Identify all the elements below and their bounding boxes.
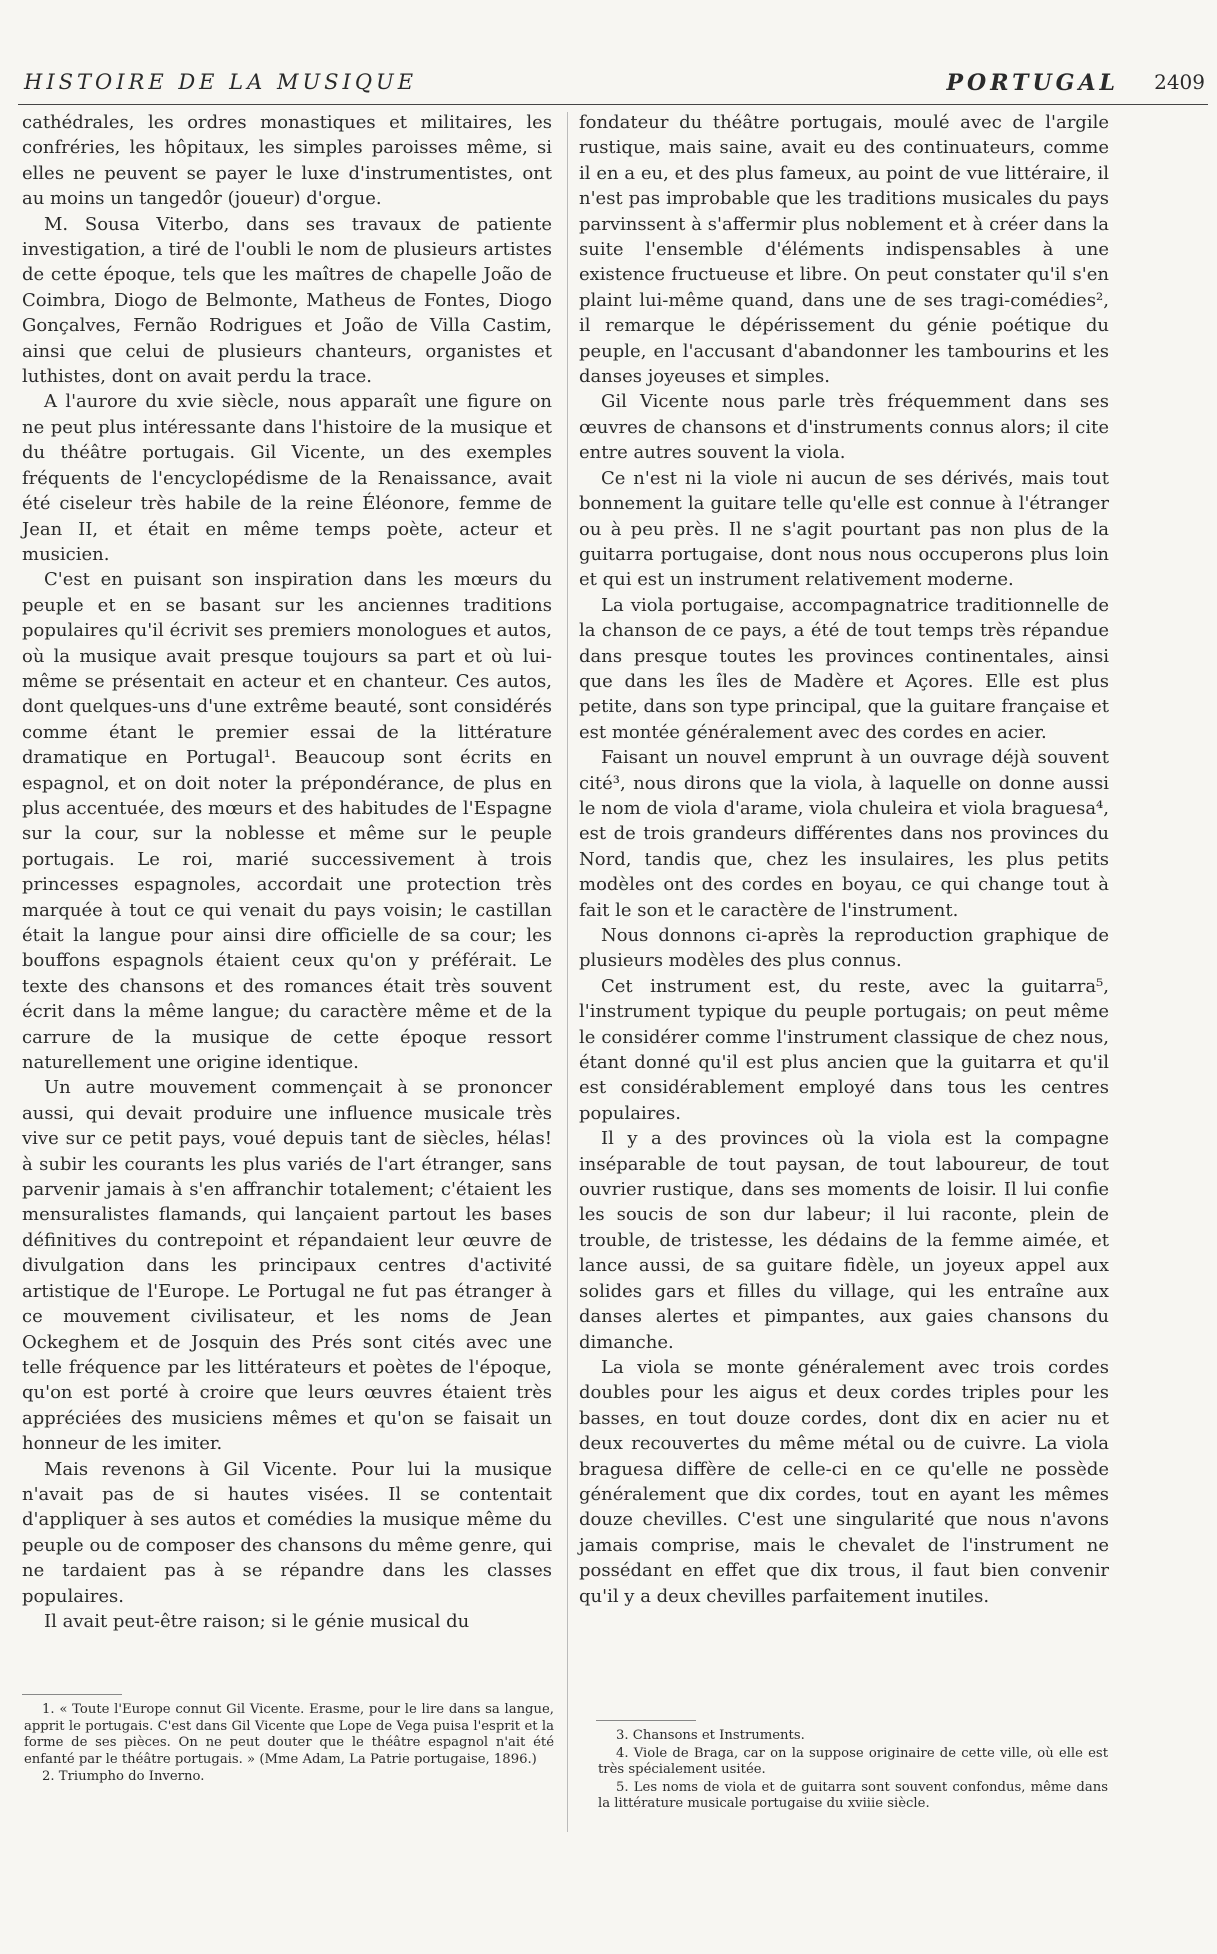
section-title: PORTUGAL (946, 70, 1119, 96)
footnote: 5. Les noms de viola et de guitarra sont souvent confondus, même dans la littérature musicale portugaise du xviiie siècle. (598, 1779, 1108, 1811)
footnotes-right (598, 1728, 1108, 1814)
running-header (24, 70, 1205, 102)
footnote: 1. « Toute l'Europe connut Gil Vicente. Erasme, pour le lire dans sa langue, apprit le portugais. C'est dans Gil Vicente que Lope de Vega puisa l'esprit et la forme de ses pièces. On ne peut douter que le théâtre espagnol n'ait été enfanté par le théâtre portugais. » (Mme Adam, La Patrie portugaise, 1896.) (24, 1702, 554, 1767)
running-title: HISTOIRE DE LA MUSIQUE (24, 70, 418, 94)
footnote: 2. Triumpho do Inverno. (42, 1769, 205, 1784)
page-number: 2409 (1154, 70, 1205, 94)
paragraph: Faisant un nouvel emprunt à un ouvrage déjà souvent cité³, nous dirons que la viola, à laquelle on donne aussi le nom de viola d'arame, viola chuleira et viola braguesa⁴, est de trois grandeurs différentes dans nos provinces du Nord, tandis que, chez les insulaires, les plus petits modèles ont des cordes en boyau, ce qui change tout à fait le son et le caractère de l'instrument. (579, 747, 1109, 921)
paragraph: Gil Vicente nous parle très fréquemment dans ses œuvres de chansons et d'instruments connus alors; il cite entre autres souvent la viola. (579, 391, 1109, 464)
paragraph: cathédrales, les ordres monastiques et militaires, les confréries, les hôpitaux, les simples paroisses même, si elles ne peuvent se payer le luxe d'instrumentistes, ont au moins un tangedôr (joueur) d'orgue. (22, 112, 552, 210)
paragraph: Un autre mouvement commençait à se prononcer aussi, qui devait produire une influence musicale très vive sur ce petit pays, voué depuis tant de siècles, hélas! à subir les courants les plus variés de l'art étranger, sans parvenir jamais à s'en affranchir totalement; c'étaient les mensuralistes flamands, qui lançaient partout les bases définitives du contrepoint et répandaient leur œuvre de divulgation dans les principaux centres d'activité artistique de l'Europe. Le Portugal ne fut pas étranger à ce mouvement civilisateur, et les noms de Jean Ockeghem et de Josquin des Prés sont cités avec une telle fréquence par les littérateurs et poètes de l'époque, qu'on est porté à croire que leurs œuvres étaient très appréciées des musiciens mêmes et qu'on se faisait un honneur de les imiter. (22, 1077, 552, 1455)
paragraph: Mais revenons à Gil Vicente. Pour lui la musique n'avait pas de si hautes visées. Il se contentait d'appliquer à ses autos et comédies la musique même du peuple ou de composer des chansons du même genre, qui ne tardaient pas à se répandre dans les classes populaires. (22, 1458, 552, 1607)
footnote: 3. Chansons et Instruments. (616, 1728, 805, 1743)
header-rule (18, 104, 1208, 105)
footnotes-left (24, 1702, 554, 1787)
right-column (579, 110, 1109, 1609)
left-column (22, 110, 552, 1634)
paragraph: Cet instrument est, du reste, avec la guitarra⁵, l'instrument typique du peuple portugais; on peut même le considérer comme l'instrument classique de chez nous, étant donné qu'il est plus ancien que la guitarra et qu'il est considérablement employé dans tous les centres populaires. (579, 975, 1109, 1124)
paragraph: C'est en puisant son inspiration dans les mœurs du peuple et en se basant sur les anciennes traditions populaires qu'il écrivit ses premiers monologues et autos, où la musique avait presque toujours sa part et où lui-même se présentait en acteur et en chanteur. Ces autos, dont quelques-uns d'une extrême beauté, sont considérés comme étant le premier essai de la littérature dramatique en Portugal¹. Beaucoup sont écrits en espagnol, et on doit noter la prépondérance, de plus en plus accentuée, des mœurs et des habitudes de l'Espagne sur la cour, sur la noblesse et même sur le peuple portugais. Le roi, marié successivement à trois princesses espagnoles, accordait une protection très marquée à tout ce qui venait du pays voisin; le castillan était la langue pour ainsi dire officielle de sa cour; les bouffons espagnols étaient ceux qu'on y préférait. Le texte des chansons et des romances était très souvent écrit dans la même langue; du caractère même et de la carrure de la musique de cette époque ressort naturellement une origine identique. (22, 569, 552, 1074)
footnote-rule (22, 1694, 122, 1695)
footnote: 4. Viole de Braga, car on la suppose originaire de cette ville, où elle est très spécialement usitée. (598, 1745, 1108, 1777)
paragraph: Il y a des provinces où la viola est la compagne inséparable de tout paysan, de tout laboureur, de tout ouvrier rustique, dans ses moments de loisir. Il lui confie les soucis de son dur labeur; il lui raconte, plein de trouble, de tristesse, les dédains de la femme aimée, et lance aussi, de sa guitare fidèle, un joyeux appel aux solides gars et filles du village, qui les entraîne aux danses alertes et pimpantes, aux gaies chansons du dimanche. (579, 1128, 1109, 1353)
footnote-rule (596, 1720, 696, 1721)
paragraph: Ce n'est ni la viole ni aucun de ses dérivés, mais tout bonnement la guitare telle qu'elle est connue à l'étranger ou à peu près. Il ne s'agit pourtant pas non plus de la guitarra portugaise, dont nous nous occuperons plus loin et qui est un instrument relativement moderne. (579, 467, 1109, 591)
paragraph: Il avait peut-être raison; si le génie musical du (44, 1610, 470, 1632)
paragraph: Nous donnons ci-après la reproduction graphique de plusieurs modèles des plus connus. (579, 925, 1109, 972)
paragraph: La viola se monte généralement avec trois cordes doubles pour les aigus et deux cordes triples pour les basses, en tout douze cordes, dont dix en acier nu et deux recouvertes du même métal ou de cuivre. La viola braguesa diffère de celle-ci en ce qu'elle ne possède généralement que dix cordes, tout en ayant les mêmes douze chevilles. C'est une singularité que nous n'avons jamais comprise, mais le chevalet de l'instrument ne possédant en effet que dix trous, il faut bien convenir qu'il y a deux chevilles parfaitement inutiles. (579, 1356, 1109, 1607)
paragraph: A l'aurore du xvie siècle, nous apparaît une figure on ne peut plus intéressante dans l'histoire de la musique et du théâtre portugais. Gil Vicente, un des exemples fréquents de l'encyclopédisme de la Renaissance, avait été ciseleur très habile de la reine Éléonore, femme de Jean II, et était en même temps poète, acteur et musicien. (22, 391, 552, 565)
column-divider (567, 112, 568, 1832)
paragraph: M. Sousa Viterbo, dans ses travaux de patiente investigation, a tiré de l'oubli le nom de plusieurs artistes de cette époque, tels que les maîtres de chapelle João de Coimbra, Diogo de Belmonte, Matheus de Fontes, Diogo Gonçalves, Fernão Rodrigues et João de Villa Castim, ainsi que celui de plusieurs chanteurs, organistes et luthistes, dont on avait perdu la trace. (22, 213, 552, 388)
paragraph: La viola portugaise, accompagnatrice traditionnelle de la chanson de ce pays, a été de tout temps très répandue dans presque toutes les provinces continentales, ainsi que dans les îles de Madère et Açores. Elle est plus petite, dans son type principal, que la guitare française et est montée généralement avec des cordes en acier. (579, 594, 1109, 743)
paragraph: fondateur du théâtre portugais, moulé avec de l'argile rustique, mais saine, avait eu des continuateurs, comme il en a eu, et des plus fameux, au point de vue littéraire, il n'est pas improbable que les traditions musicales du pays parvinssent à s'affermir plus noblement et à créer dans la suite l'ensemble d'éléments indispensables à une existence fructueuse et libre. On peut constater qu'il s'en plaint lui-même quand, dans une de ses tragi-comédies², il remarque le dépérissement du génie poétique du peuple, en l'accusant d'abandonner les tambourins et les danses joyeuses et simples. (579, 112, 1109, 388)
